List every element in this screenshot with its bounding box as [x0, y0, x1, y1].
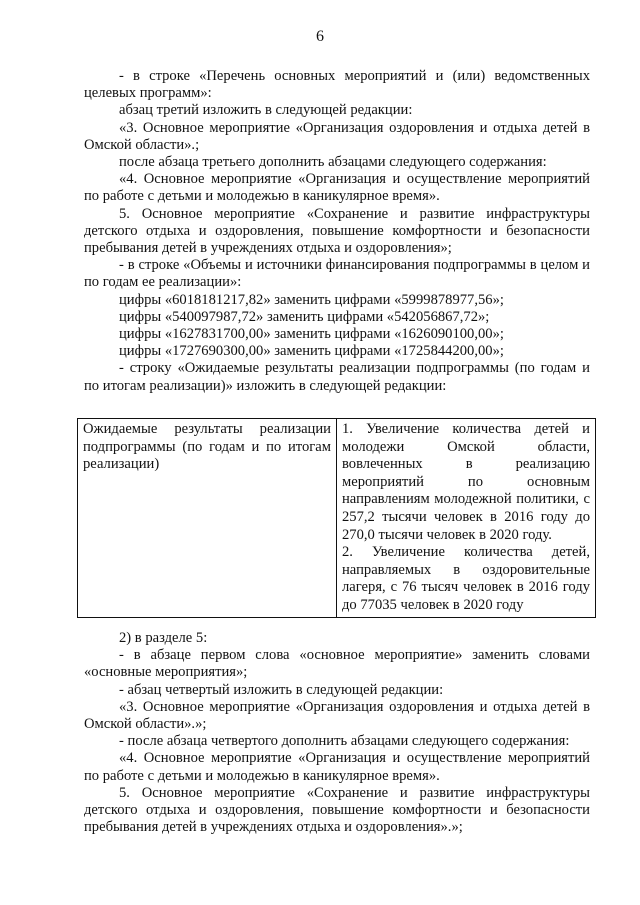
- paragraph: цифры «1727690300,00» заменить цифрами «1725844200,00»;: [119, 343, 504, 360]
- paragraph: «3. Основное мероприятие «Организация оздоровления и отдыха детей в Омской области».»;: [84, 698, 590, 733]
- cell-text: 1. Увеличение количества детей и молодежи Омской области, вовлеченных в реализацию мероприятий по основным направлениям молодежной политики, с 257,2 тысячи человек в 2016 году до 270,0 тысячи человек в 2020 году.: [342, 421, 590, 543]
- table-cell-value: [337, 419, 596, 618]
- cell-text: 2. Увеличение количества детей, направляемых в оздоровительные лагеря, с 76 тысяч человек в 2016 году до 77035 человек в 2020 году: [342, 544, 590, 613]
- paragraph: - в строке «Перечень основных мероприятий и (или) ведомственных целевых программ»:: [84, 68, 590, 102]
- amendment-text-bottom: [84, 630, 590, 836]
- paragraph: цифры «6018181217,82» заменить цифрами «5999878977,56»;: [119, 291, 504, 308]
- paragraph: - строку «Ожидаемые результаты реализации подпрограммы (по годам и по итогам реализации)» изложить в следующей редакции:: [84, 360, 590, 394]
- table-row: [78, 419, 596, 618]
- paragraph: 2) в разделе 5:: [119, 630, 208, 646]
- paragraph: «4. Основное мероприятие «Организация и осуществление мероприятий по работе с детьми и молодежью в каникулярное время».: [84, 750, 590, 784]
- paragraph: - абзац четвертый изложить в следующей редакции:: [119, 681, 444, 698]
- paragraph: цифры «1627831700,00» заменить цифрами «1626090100,00»;: [119, 326, 504, 343]
- paragraph: после абзаца третьего дополнить абзацами следующего содержания:: [119, 154, 547, 171]
- expected-results-table: [77, 418, 596, 618]
- table-cell-label: [78, 419, 337, 618]
- paragraph: «4. Основное мероприятие «Организация и осуществление мероприятий по работе с детьми и молодежью в каникулярное время».: [84, 171, 590, 205]
- cell-text: Ожидаемые результаты реализации подпрограммы (по годам и по итогам реализации): [83, 421, 331, 473]
- paragraph: «3. Основное мероприятие «Организация оздоровления и отдыха детей в Омской области».;: [84, 119, 590, 153]
- paragraph: 5. Основное мероприятие «Сохранение и развитие инфраструктуры детского отдыха и оздоровления, повышение комфортности и безопасности пребывания детей в учреждениях отдыха и оздоровления».»;: [84, 784, 590, 836]
- paragraph: 5. Основное мероприятие «Сохранение и развитие инфраструктуры детского отдыха и оздоровления, повышение комфортности и безопасности пребывания детей в учреждениях отдыха и оздоровления»;: [84, 205, 590, 257]
- paragraph: абзац третий изложить в следующей редакции:: [119, 102, 413, 119]
- paragraph: - в абзаце первом слова «основное мероприятие» заменить словами «основные мероприятия»;: [84, 647, 590, 681]
- paragraph: - в строке «Объемы и источники финансирования подпрограммы в целом и по годам ее реализации»:: [84, 257, 590, 291]
- paragraph: - после абзаца четвертого дополнить абзацами следующего содержания:: [119, 733, 570, 750]
- paragraph: цифры «540097987,72» заменить цифрами «542056867,72»;: [119, 308, 490, 325]
- page-number: 6: [316, 28, 324, 45]
- amendment-text-top: [84, 68, 590, 395]
